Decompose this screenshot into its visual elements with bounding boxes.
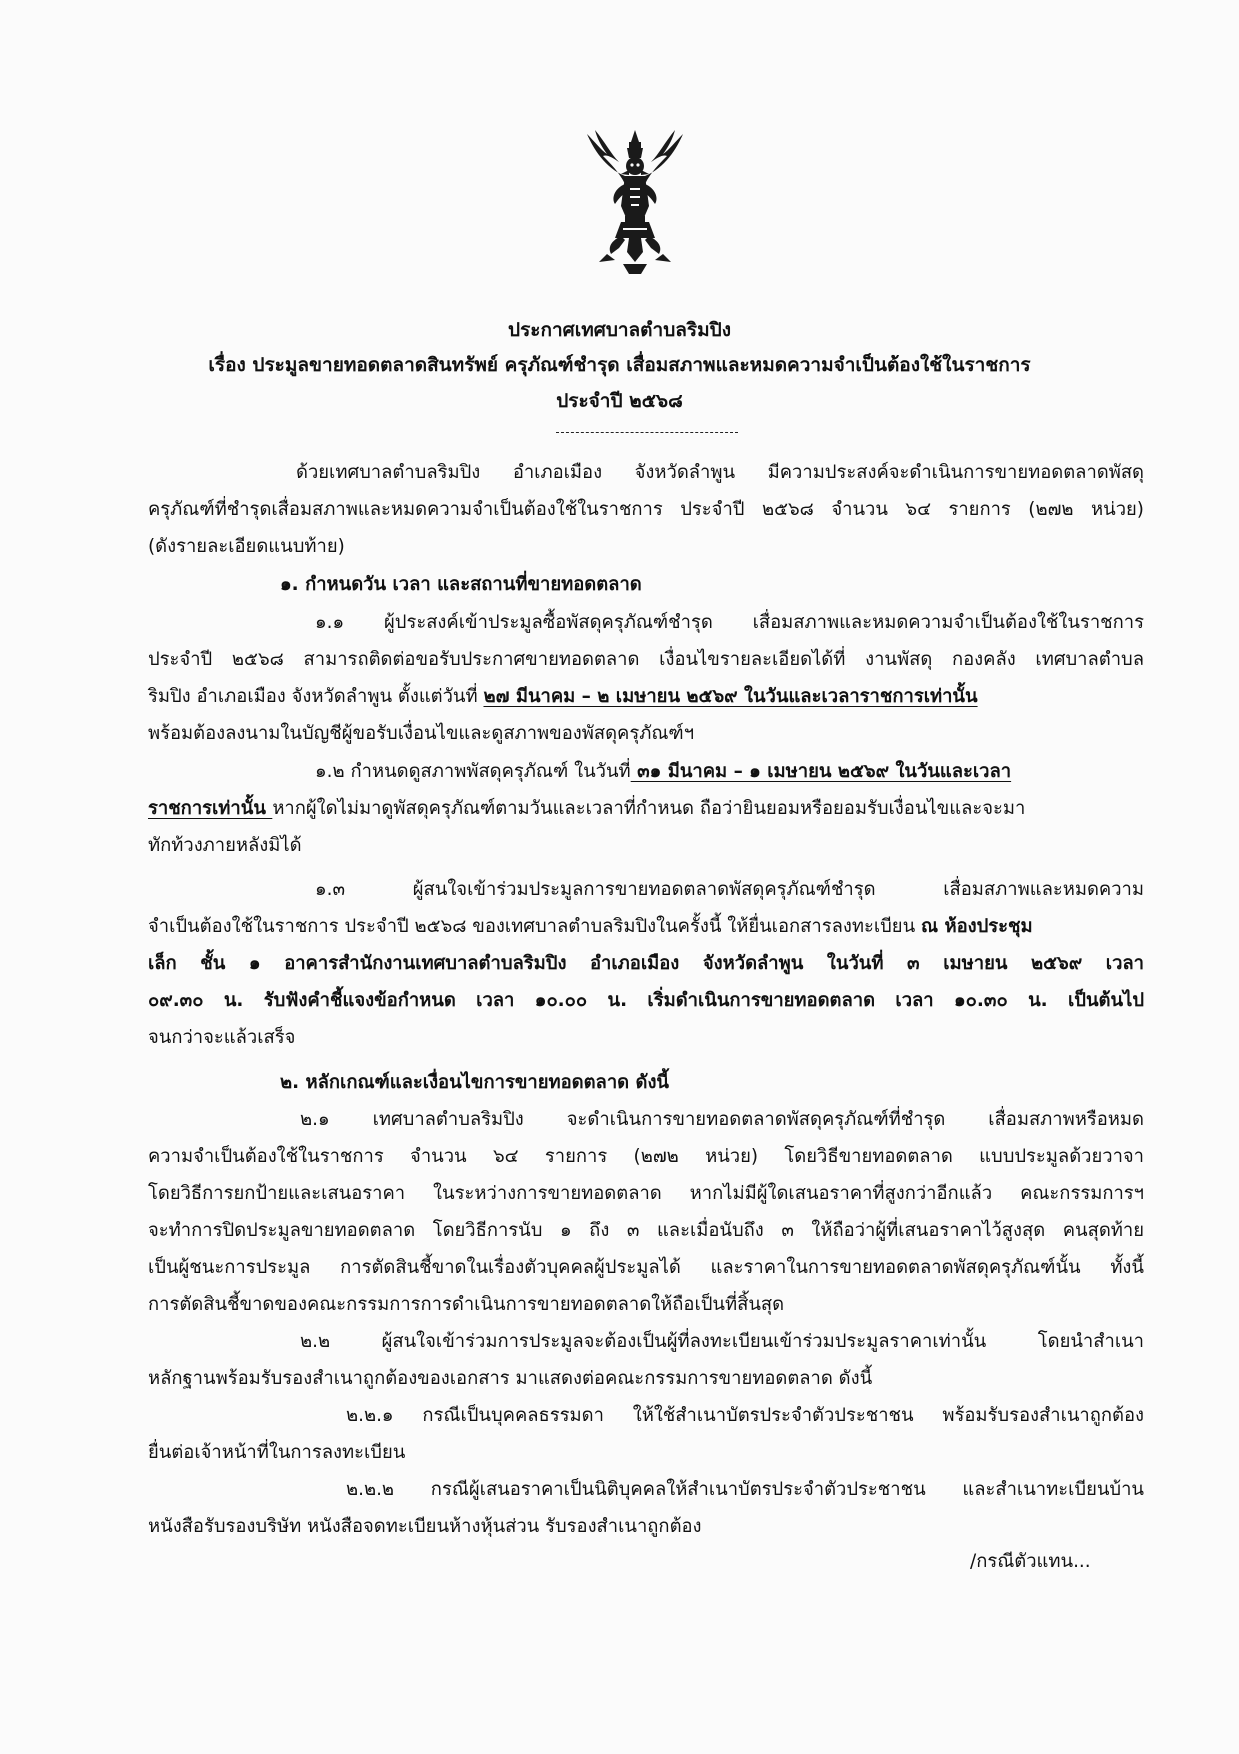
garuda-emblem-icon bbox=[585, 128, 685, 278]
s1-2-date-range: ๓๑ มีนาคม – ๑ เมษายน ๒๕๖๙ ในวันและเวลา bbox=[630, 761, 1012, 782]
s2-2-2-line-2: หนังสือรับรองบริษัท หนังสือจดทะเบียนห้างหุ้นส่วน รับรองสำเนาถูกต้อง bbox=[148, 1516, 702, 1537]
s1-3-line-5: จนกว่าจะแล้วเสร็จ bbox=[148, 1027, 296, 1048]
s1-3-line-3: เล็ก ชั้น ๑ อาคารสำนักงานเทศบาลตำบลริมปิง อำเภอเมือง จังหวัดลำพูน ในวันที่ ๓ เมษายน ๒๕๖๙ เวลา bbox=[148, 953, 1144, 974]
intro-line-2: ครุภัณฑ์ที่ชำรุดเสื่อมสภาพและหมดความจำเป็นต้องใช้ในราชการ ประจำปี ๒๕๖๘ จำนวน ๖๔ รายการ (๒๗๒ หน่วย) bbox=[148, 499, 1144, 520]
s1-2-line-2 bbox=[148, 792, 1025, 826]
s1-2-line-2-text: หากผู้ใดไม่มาดูพัสดุครุภัณฑ์ตามวันและเวลาที่กำหนด ถือว่ายินยอมหรือยอมรับเงื่อนไขและจะมา bbox=[272, 798, 1026, 819]
s2-1-line-2: ความจำเป็นต้องใช้ในราชการ จำนวน ๖๔ รายการ (๒๗๒ หน่วย) โดยวิธีขายทอดตลาด แบบประมูลด้วยวาจา bbox=[148, 1146, 1144, 1167]
continuation-marker: /กรณีตัวแทน... bbox=[970, 1551, 1091, 1572]
s1-3-line-1: ๑.๓ ผู้สนใจเข้าร่วมประมูลการขายทอดตลาดพัสดุครุภัณฑ์ชำรุด เสื่อมสภาพและหมดความ bbox=[315, 879, 1144, 900]
s1-1-date-range: ๒๗ มีนาคม – ๒ เมษายน ๒๕๖๙ ในวันและเวลาราชการเท่านั้น bbox=[483, 686, 978, 707]
s1-2-line-3: ทักท้วงภายหลังมิได้ bbox=[148, 835, 302, 856]
s2-1-line-4: จะทำการปิดประมูลขายทอดตลาด โดยวิธีการนับ ๑ ถึง ๓ และเมื่อนับถึง ๓ ให้ถือว่าผู้ที่เสนอราคาไว้สูงสุด คนสุดท้าย bbox=[148, 1220, 1144, 1241]
intro-line-3: (ดังรายละเอียดแนบท้าย) bbox=[148, 536, 345, 557]
s1-2-line-1 bbox=[315, 755, 1011, 789]
s1-3-line-2 bbox=[148, 910, 1033, 944]
s1-3-location: ณ ห้องประชุม bbox=[920, 916, 1033, 937]
s1-2-official-hours: ราชการเท่านั้น bbox=[148, 798, 273, 819]
s2-1-line-6: การตัดสินชี้ขาดของคณะกรรมการการดำเนินการขายทอดตลาดให้ถือเป็นที่สิ้นสุด bbox=[148, 1294, 785, 1315]
s2-2-line-1: ๒.๒ ผู้สนใจเข้าร่วมการประมูลจะต้องเป็นผู้ที่ลงทะเบียนเข้าร่วมประมูลราคาเท่านั้น โดยนำสำเนา bbox=[300, 1331, 1144, 1352]
s2-2-1-line-2: ยื่นต่อเจ้าหน้าที่ในการลงทะเบียน bbox=[148, 1442, 406, 1463]
s2-2-line-2: หลักฐานพร้อมรับรองสำเนาถูกต้องของเอกสาร มาแสดงต่อคณะกรรมการขายทอดตลาด ดังนี้ bbox=[148, 1368, 873, 1389]
s2-1-line-3: โดยวิธีการยกป้ายและเสนอราคา ในระหว่างการขายทอดตลาด หากไม่มีผู้ใดเสนอราคาที่สูงกว่าอีกแล้ว คณะกรรมการฯ bbox=[148, 1183, 1144, 1204]
section-1-heading: ๑. กำหนดวัน เวลา และสถานที่ขายทอดตลาด bbox=[280, 574, 642, 595]
s2-1-line-5: เป็นผู้ชนะการประมูล การตัดสินชี้ขาดในเรื่องตัวบุคคลผู้ประมูลได้ และราคาในการขายทอดตลาดพัสดุครุภัณฑ์นั้น ทั้งนี้ bbox=[148, 1257, 1144, 1278]
s1-1-line-2: ประจำปี ๒๕๖๘ สามารถติดต่อขอรับประกาศขายทอดตลาด เงื่อนไขรายละเอียดได้ที่ งานพัสดุ กองคลัง เทศบาลตำบล bbox=[148, 649, 1144, 670]
s1-1-line-1: ๑.๑ ผู้ประสงค์เข้าประมูลซื้อพัสดุครุภัณฑ์ชำรุด เสื่อมสภาพและหมดความจำเป็นต้องใช้ในราชการ bbox=[315, 612, 1144, 633]
s1-2-line-1-text: ๑.๒ กำหนดดูสภาพพัสดุครุภัณฑ์ ในวันที่ bbox=[315, 761, 631, 782]
s2-2-1-line-1: ๒.๒.๑ กรณีเป็นบุคคลธรรมดา ให้ใช้สำเนาบัตรประจำตัวประชาชน พร้อมรับรองสำเนาถูกต้อง bbox=[346, 1405, 1144, 1426]
s1-3-line-2-text: จำเป็นต้องใช้ในราชการ ประจำปี ๒๕๖๘ ของเทศบาลตำบลริมปิงในครั้งนี้ ให้ยื่นเอกสารลงทะเบียน bbox=[148, 916, 921, 937]
s1-1-line-3 bbox=[148, 680, 978, 714]
s1-1-line-4: พร้อมต้องลงนามในบัญชีผู้ขอรับเงื่อนไขและดูสภาพของพัสดุครุภัณฑ์ฯ bbox=[148, 723, 695, 744]
intro-line-1: ด้วยเทศบาลตำบลริมปิง อำเภอเมือง จังหวัดลำพูน มีความประสงค์จะดำเนินการขายทอดตลาดพัสดุ bbox=[296, 462, 1144, 483]
document-title: ประกาศเทศบาลตำบลริมปิง bbox=[508, 319, 731, 341]
document-subject: เรื่อง ประมูลขายทอดตลาดสินทรัพย์ ครุภัณฑ์ชำรุด เสื่อมสภาพและหมดความจำเป็นต้องใช้ในราชการ bbox=[208, 354, 1031, 376]
header-divider bbox=[556, 432, 738, 433]
section-2-heading: ๒. หลักเกณฑ์และเงื่อนไขการขายทอดตลาด ดังนี้ bbox=[280, 1072, 669, 1093]
s1-1-line-3-text: ริมปิง อำเภอเมือง จังหวัดลำพูน ตั้งแต่วันที่ bbox=[148, 686, 484, 707]
s1-3-line-4: ๐๙.๓๐ น. รับฟังคำชี้แจงข้อกำหนด เวลา ๑๐.๐๐ น. เริ่มดำเนินการขายทอดตลาด เวลา ๑๐.๓๐ น. เป็นต้นไป bbox=[148, 990, 1144, 1011]
s2-1-line-1: ๒.๑ เทศบาลตำบลริมปิง จะดำเนินการขายทอดตลาดพัสดุครุภัณฑ์ที่ชำรุด เสื่อมสภาพหรือหมด bbox=[300, 1109, 1144, 1130]
document-year: ประจำปี ๒๕๖๘ bbox=[556, 390, 683, 412]
s2-2-2-line-1: ๒.๒.๒ กรณีผู้เสนอราคาเป็นนิติบุคคลให้สำเนาบัตรประจำตัวประชาชน และสำเนาทะเบียนบ้าน bbox=[346, 1479, 1144, 1500]
